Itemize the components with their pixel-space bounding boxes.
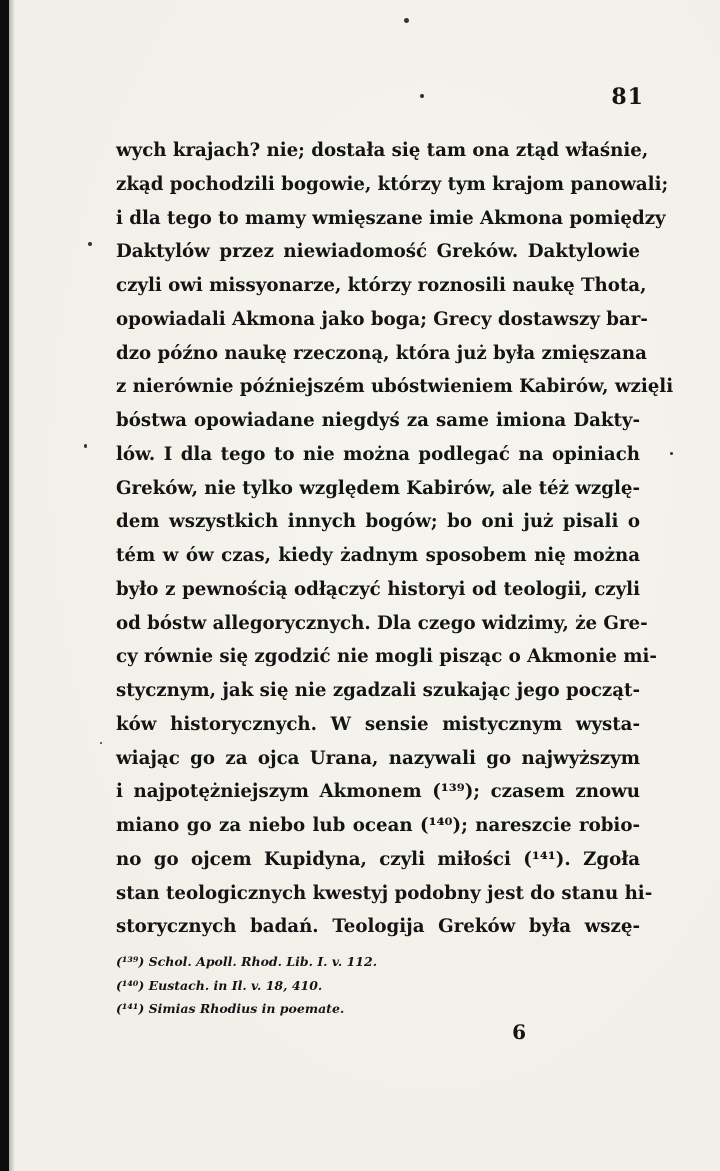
text-line: z nierównie późniejszém ubóstwieniem Kabirów, wzięli <box>116 376 674 398</box>
text-line: tém w ów czas, kiedy żadnym sposobem nię można <box>116 545 640 566</box>
paper-speck <box>84 444 87 448</box>
paper-speck <box>88 242 92 246</box>
text-line: dzo późno naukę rzeczoną, która już była zmięszana <box>116 342 647 364</box>
paper-speck <box>670 452 673 455</box>
paper-speck <box>404 18 409 23</box>
text-line: miano go za niebo lub ocean (¹⁴⁰); nareszcie robio- <box>116 815 640 836</box>
text-line: i dla tego to mamy wmięszane imie Akmona pomiędzy <box>116 207 666 229</box>
footnote: (¹⁴¹) Simias Rhodius in poemate. <box>116 1001 345 1016</box>
text-line: ków historycznych. W sensie mistycznym wysta- <box>116 713 640 735</box>
text-line: storycznych badań. Teologija Greków była wszę- <box>116 916 640 938</box>
signature-mark: 6 <box>512 1020 526 1044</box>
text-line: zkąd pochodzili bogowie, którzy tym krajom panowali; <box>116 173 669 195</box>
text-line: cy równie się zgodzić nie mogli pisząc o Akmonie mi- <box>116 646 657 668</box>
binding-shadow <box>9 0 15 1171</box>
text-line: bóstwa opowiadane niegdyś za same imiona Dakty- <box>116 410 640 431</box>
text-line: Daktylów przez niewiadomość Greków. Daktylowie <box>116 241 640 263</box>
footnote: (¹⁴⁰) Eustach. in Il. v. 18, 410. <box>116 977 323 993</box>
body-text <box>116 134 674 944</box>
text-line: wych krajach? nie; dostała się tam ona ztąd właśnie, <box>116 140 649 161</box>
text-line: opowiadali Akmona jako boga; Grecy dostawszy bar- <box>116 308 648 330</box>
paper-speck <box>100 742 102 744</box>
page-number: 81 <box>611 84 644 110</box>
text-line: było z pewnością odłączyć historyi od teologii, czyli <box>116 578 640 600</box>
text-line: i najpotężniejszym Akmonem (¹³⁹); czasem znowu <box>116 781 640 803</box>
paper-speck <box>420 94 424 98</box>
text-line: od bóstw allegorycznych. Dla czego widzimy, że Gre- <box>116 612 648 634</box>
text-line: dem wszystkich innych bogów; bo oni już pisali o <box>116 511 640 533</box>
text-line: lów. I dla tego to nie można podlegać na opiniach <box>116 443 640 465</box>
text-line: stan teologicznych kwestyj podobny jest do stanu hi- <box>116 882 653 904</box>
footnotes <box>116 950 536 1021</box>
text-line: wiając go za ojca Urana, nazywali go najwyższym <box>116 747 640 769</box>
text-line: stycznym, jak się nie zgadzali szukając jego począt- <box>116 680 640 701</box>
text-line: no go ojcem Kupidyna, czyli miłości (¹⁴¹). Zgoła <box>116 848 640 870</box>
footnote: (¹³⁹) Schol. Apoll. Rhod. Lib. I. v. 112. <box>116 954 378 969</box>
text-line: czyli owi missyonarze, którzy roznosili naukę Thota, <box>116 275 647 296</box>
text-line: Greków, nie tylko względem Kabirów, ale téż wzglę- <box>116 477 641 499</box>
binding-edge <box>0 0 9 1171</box>
